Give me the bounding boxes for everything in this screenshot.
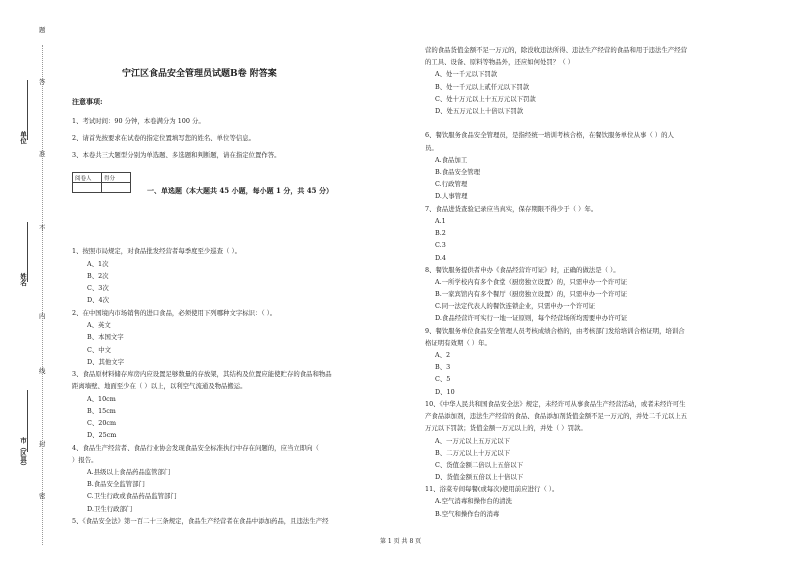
county-label: 市（区县） <box>19 437 27 470</box>
binding-mark: 密 <box>39 492 46 500</box>
question-line: B、3 <box>435 363 451 371</box>
question-line: 的工具、设备、原料等物品外，还应如何处罚？（ ） <box>425 58 575 66</box>
name-label: 姓名 <box>19 273 27 286</box>
unit-label: 单位 <box>19 131 27 144</box>
question-line: B.空气和操作台的消毒 <box>435 510 500 518</box>
question-line: C、5 <box>435 375 451 383</box>
page-title: 宁江区食品安全管理员试题B卷 附答案 <box>122 69 277 79</box>
question-line: 2、在中国境内市场销售的进口食品，必须使用下列哪种文字标识：（ ）。 <box>72 309 277 317</box>
question-line: C.卫生行政或食品药品监管部门 <box>87 492 177 500</box>
question-line: 8、餐饮服务提供者申办《食品经营许可证》时，正确的做法是（ ）。 <box>425 266 620 274</box>
question-line: 营的食品货值金额不足一万元的，除没收违法所得、违法生产经营的食品和用于违法生产经营 <box>425 46 688 54</box>
question-line: D、10 <box>435 388 455 396</box>
question-line: C、中文 <box>87 346 112 354</box>
question-line: B.食品安全管理 <box>435 168 481 176</box>
question-line: A、1次 <box>87 260 109 268</box>
question-line: D、25cm <box>87 431 117 439</box>
question-line: C.行政管理 <box>435 180 468 188</box>
question-line: ）报告。 <box>72 456 98 464</box>
question-line: 万元以下罚款；货值金额一万元以上的，并处（ ）罚款。 <box>425 424 587 432</box>
question-line: 产食品添加剂，违法生产经营的食品、食品添加剂货值金额不足一万元的，并处二千元以上五 <box>425 412 688 420</box>
grader-input-cell[interactable] <box>73 183 102 193</box>
question-line: D、货值金额五倍以上十倍以下 <box>435 473 524 481</box>
question-line: D.食品经营许可实行一地一证原则，每个经营场所均需要申办许可证 <box>435 314 628 322</box>
question-line: C.3 <box>435 241 446 249</box>
question-line: B.2 <box>435 229 446 237</box>
question-line: B.一家宾馆内有多个餐厅（厨房独立设置）的，只需申办一个许可证 <box>435 290 628 298</box>
notice-item: 3、本卷共三大题型分别为单选题、多选题和判断题，请在指定位置作答。 <box>72 151 281 159</box>
question-line: A、一万元以上五万元以下 <box>435 437 510 445</box>
binding-mark: 准 <box>39 150 46 158</box>
section-heading: 一、单选题（本大题共 45 小题，每小题 1 分，共 45 分） <box>147 186 333 195</box>
grader-cell: 阅卷人 <box>73 173 102 183</box>
question-line: C、3次 <box>87 284 109 292</box>
notice-item: 1、考试时间：90 分钟，本卷满分为 100 分。 <box>72 117 205 125</box>
binding-mark: 答 <box>39 78 46 86</box>
question-line: A、10cm <box>87 395 116 403</box>
question-line: B、2次 <box>87 272 109 280</box>
question-line: A.县级以上食品药品监管部门 <box>87 468 171 476</box>
question-line: A.食品加工 <box>435 156 468 164</box>
binding-dotted-line <box>42 45 43 545</box>
question-line: 6、餐饮服务食品安全管理员，是指经统一培训考核合格，在餐饮服务单位从事（ ）的人 <box>425 131 674 139</box>
question-line: D.卫生行政部门 <box>87 505 133 513</box>
question-line: A.一所学校内有多个食堂（厨房独立设置）的，只需申办一个许可证 <box>435 278 627 286</box>
question-line: B、本国文字 <box>87 333 124 341</box>
question-line: C、货值金额二倍以上五倍以下 <box>435 461 523 469</box>
question-line: D、4次 <box>87 296 109 304</box>
binding-mark: 不 <box>39 224 46 232</box>
question-line: C、20cm <box>87 419 117 427</box>
score-input-cell[interactable] <box>102 183 131 193</box>
question-line: C.同一法定代表人的餐饮连锁企业，只需申办一个许可证 <box>435 302 596 310</box>
question-line: 距离墙壁、地面至少在（ ）以上，以利空气流通及物品搬运。 <box>72 382 247 390</box>
question-line: 3、食品原材料储存库房内应设置足够数量的存放架，其结构及位置应能使贮存的食品和物品 <box>72 370 332 378</box>
question-line: D、处五万元以上十倍以下罚款 <box>435 107 524 115</box>
question-line: 10、《中华人民共和国食品安全法》规定，未经许可从事食品生产经营活动，或者未经许可生 <box>425 400 686 408</box>
county-fill-line <box>27 390 28 452</box>
question-line: B、二万元以上十万元以下 <box>435 449 510 457</box>
question-line: 4、食品生产经营者、食品行业协会发现食品安全标准执行中存在问题的，应当立即向（ <box>72 444 319 452</box>
question-line: 员。 <box>425 144 438 152</box>
question-line: C、处十万元以上十五万元以下罚款 <box>435 95 536 103</box>
binding-mark: 封 <box>39 440 46 448</box>
notice-heading: 注意事项: <box>72 97 103 106</box>
score-cell: 得分 <box>102 173 131 183</box>
score-table <box>72 172 131 193</box>
name-fill-line <box>27 222 28 282</box>
question-line: B.食品安全监管部门 <box>87 480 145 488</box>
question-line: A、英文 <box>87 321 111 329</box>
question-line: 5、《食品安全法》第一百二十三条规定，食品生产经营者在食品中添加药品，且违法生产经 <box>72 517 329 525</box>
question-line: A.空气消毒和操作台的清洗 <box>435 497 512 505</box>
question-line: A、2 <box>435 351 451 359</box>
question-line: A、处一千元以下罚款 <box>435 70 498 78</box>
unit-fill-line <box>27 80 28 140</box>
question-line: 9、餐饮服务单位食品安全管理人员考核成绩合格的，由考核部门发给培训合格证明，培训合 <box>425 327 685 335</box>
question-line: D、其他文字 <box>87 358 125 366</box>
binding-mark: 内 <box>39 312 46 320</box>
question-line: 格证明有效期（ ）年。 <box>425 339 491 347</box>
question-line: 11、浴菜专间每餐(或每次)使用前应进行（ ）。 <box>425 485 559 493</box>
question-line: 7、食品进货查验记录应当真实，保存期限不得少于（ ）年。 <box>425 205 598 213</box>
notice-item: 2、请首先按要求在试卷的指定位置填写您的姓名、单位等信息。 <box>72 134 256 142</box>
question-line: 1、按照市局规定，对食品批发经营者每季度至少巡查（ ）。 <box>72 247 242 255</box>
question-line: B、15cm <box>87 407 116 415</box>
binding-mark: 题 <box>39 26 46 34</box>
binding-mark: 线 <box>39 367 46 375</box>
question-line: B、处一千元以上贰仟元以下罚款 <box>435 83 530 91</box>
page-footer: 第 1 页 共 8 页 <box>380 538 422 545</box>
question-line: D.人事管理 <box>435 192 468 200</box>
question-line: A.1 <box>435 217 446 225</box>
question-line: D.4 <box>435 254 446 262</box>
